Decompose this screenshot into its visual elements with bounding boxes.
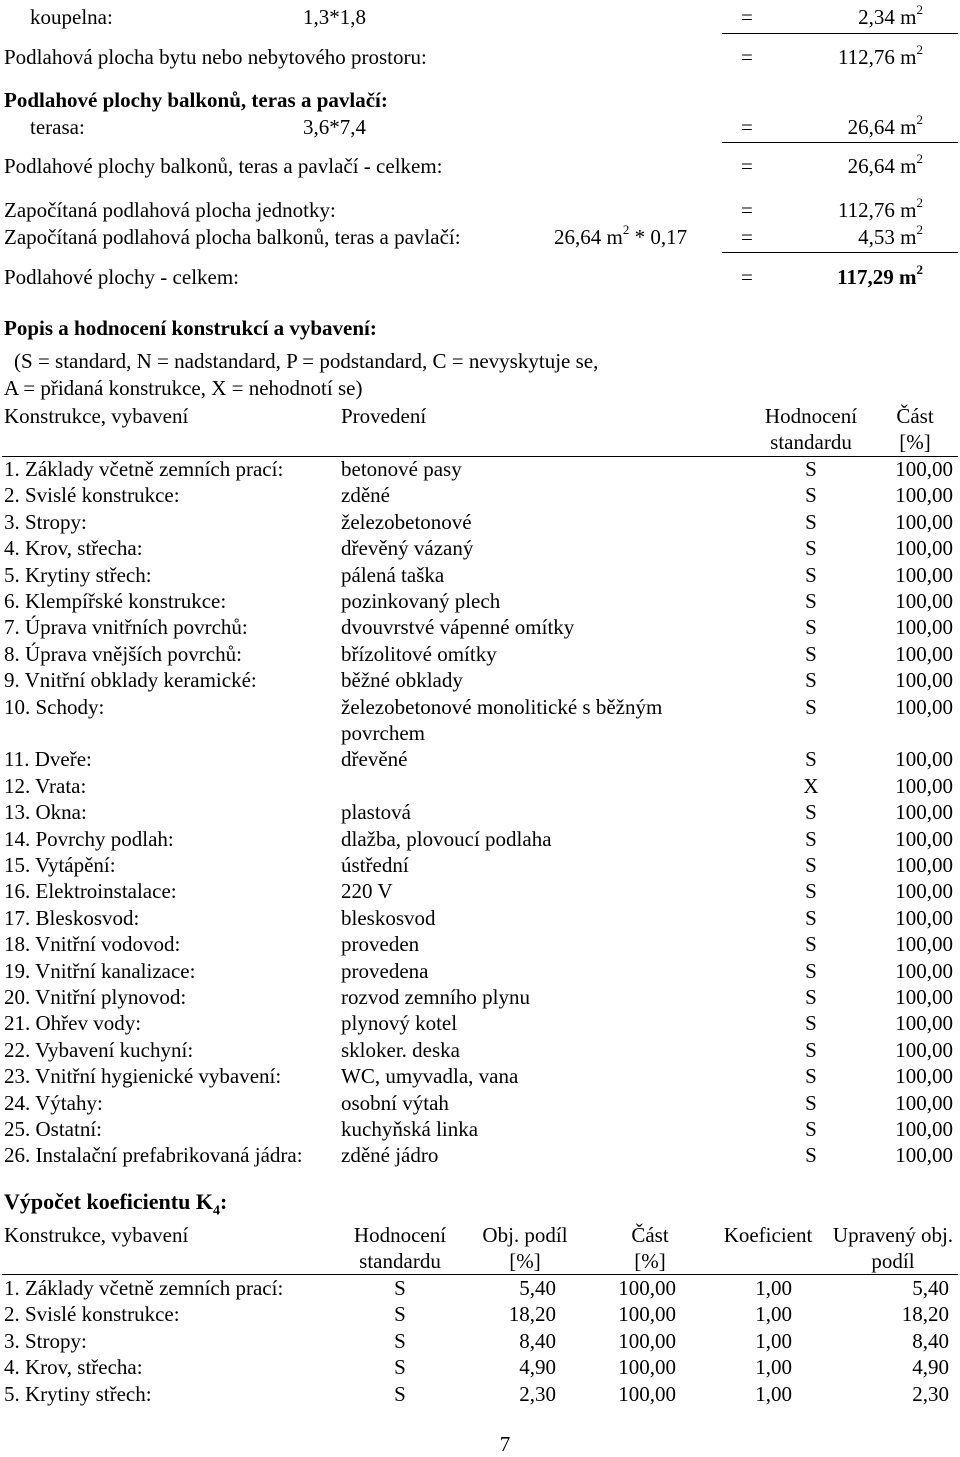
k4-obj-share: 8,40 [519,1328,556,1353]
counted-unit-label: Započítaná podlahová plocha jednotky: [4,198,336,222]
koupelna-value: 2,34 $m^2$ [858,2,923,29]
construction-rating: S [805,958,817,983]
k4-share: 100,00 [618,1276,676,1300]
equals-sign: = [741,45,753,69]
construction-rating: S [805,457,817,481]
construction-share: 100,00 [895,615,953,640]
construction-execution: dřevěné [341,747,408,772]
construction-name: 8. Úprava vnějších povrchů: [4,641,242,666]
construction-share: 100,00 [895,589,953,613]
sum-rule [722,252,958,253]
construction-share: 100,00 [895,826,953,851]
construction-name: 25. Ostatní: [4,1117,102,1141]
construction-share: 100,00 [895,853,953,877]
construction-execution: plastová [341,800,411,825]
k4-share: 100,00 [618,1302,676,1327]
koupelna-formula: 1,3*1,8 [303,5,366,29]
construction-rating: S [805,589,817,613]
construction-name: 20. Vnitřní plynovod: [4,985,187,1009]
construction-share: 100,00 [895,483,953,508]
construction-share: 100,00 [895,1011,953,1036]
construction-execution: provedena [341,958,429,983]
construction-execution: kuchyňská linka [341,1117,479,1141]
k4-obj-share: 4,90 [519,1355,556,1380]
construction-name: 16. Elektroinstalace: [4,879,177,904]
construction-rating: S [805,641,817,666]
equals-sign: = [741,265,753,289]
construction-execution: pozinkovaný plech [341,589,501,613]
k4-rating: S [394,1302,406,1327]
construction-share: 100,00 [895,536,953,561]
construction-rating: S [805,932,817,957]
construction-rating: S [805,985,817,1009]
construction-share: 100,00 [895,905,953,930]
construction-name: 6. Klempířské konstrukce: [4,589,227,613]
column-header-share: Část [%] [896,404,934,454]
construction-rating: S [805,694,817,719]
balcony-heading: Podlahové plochy balkonů, teras a pavlačí: [4,88,388,112]
construction-name: 10. Schody: [4,694,105,719]
construction-share: 100,00 [895,932,953,957]
k4-construction-name: 4. Krov, střecha: [4,1355,143,1380]
construction-name: 13. Okna: [4,800,87,825]
construction-share: 100,00 [895,879,953,904]
floor-area-label: Podlahová plocha bytu nebo nebytového prostoru: [4,45,427,69]
column-header-rating: Hodnocení standardu [764,404,858,454]
column-header-construction: Konstrukce, vybavení [4,404,189,428]
construction-rating: X [803,773,819,798]
construction-rating: S [805,1143,817,1168]
construction-rating: S [805,562,817,587]
k4-adjusted-share: 4,90 [912,1355,949,1380]
construction-execution: rozvod zemního plynu [341,985,530,1009]
construction-name: 7. Úprava vnitřních povrchů: [4,615,248,640]
k4-obj-share: 2,30 [519,1381,556,1406]
construction-name: 14. Povrchy podlah: [4,826,174,851]
construction-name: 22. Vybavení kuchyní: [4,1037,194,1062]
construction-execution: skloker. deska [341,1037,460,1062]
balcony-total-label: Podlahové plochy balkonů, teras a pavlačí - celkem: [4,154,443,178]
k4-rating: S [394,1276,406,1300]
construction-execution: bleskosvod [341,905,436,930]
k4-share: 100,00 [618,1381,676,1406]
construction-name: 3. Stropy: [4,509,87,534]
k4-column-header-rating: Hodnocení standardu [353,1223,447,1273]
construction-name: 4. Krov, střecha: [4,536,143,561]
construction-rating: S [805,668,817,693]
k4-rating: S [394,1381,406,1406]
k4-share: 100,00 [618,1328,676,1353]
construction-name: 23. Vnitřní hygienické vybavení: [4,1064,282,1089]
k4-adjusted-share: 5,40 [912,1276,949,1300]
koupelna-label: koupelna: [30,5,113,29]
construction-name: 17. Bleskosvod: [4,905,140,930]
construction-name: 19. Vnitřní kanalizace: [4,958,196,983]
equals-sign: = [741,225,753,249]
equals-sign: = [741,5,753,29]
construction-share: 100,00 [895,985,953,1009]
k4-rating: S [394,1328,406,1353]
construction-execution: betonové pasy [341,457,462,481]
column-header-execution: Provedení [341,404,427,428]
construction-execution-continued: povrchem [341,721,425,745]
construction-rating: S [805,1117,817,1141]
k4-heading: Výpočet koeficientu $K_4$: [4,1189,228,1219]
k4-share: 100,00 [618,1355,676,1380]
construction-name: 24. Výtahy: [4,1090,103,1115]
k4-column-header-share: Část [%] [631,1223,669,1273]
construction-share: 100,00 [895,958,953,983]
total-label: Podlahové plochy - celkem: [4,265,240,289]
equals-sign: = [741,115,753,139]
balcony-total-value: 26,64 $m^2$ [847,151,923,178]
total-value: 117,29 $m^2$ [837,262,923,289]
sum-rule [722,33,958,34]
equals-sign: = [741,198,753,222]
construction-name: 26. Instalační prefabrikovaná jádra: [4,1143,303,1168]
rating-legend-line-2: A = přidaná konstrukce, X = nehodnotí se) [4,376,363,400]
counted-unit-value: 112,76 $m^2$ [837,195,923,222]
construction-rating: S [805,826,817,851]
construction-execution: proveden [341,932,420,957]
construction-share: 100,00 [895,747,953,772]
k4-obj-share: 5,40 [519,1276,556,1300]
construction-execution: železobetonové monolitické s běžným [341,694,663,719]
construction-share: 100,00 [895,773,953,798]
construction-name: 1. Základy včetně zemních prací: [4,457,284,481]
construction-rating: S [805,536,817,561]
construction-rating: S [805,483,817,508]
k4-column-header-obj-share: Obj. podíl [%] [482,1223,568,1273]
k4-construction-name: 5. Krytiny střech: [4,1381,152,1406]
k4-column-header-construction: Konstrukce, vybavení [4,1223,189,1247]
counted-balcony-label: Započítaná podlahová plocha balkonů, teras a pavlačí: [4,225,461,249]
constructions-heading: Popis a hodnocení konstrukcí a vybavení: [4,316,377,340]
counted-balcony-value: 4,53 $m^2$ [858,222,923,249]
page-number: 7 [499,1432,511,1456]
construction-share: 100,00 [895,641,953,666]
k4-column-header-coefficient: Koeficient [723,1223,813,1247]
k4-column-header-adjusted-share: Upravený obj. podíl [832,1223,954,1273]
construction-share: 100,00 [895,457,953,481]
construction-execution: zděné [341,483,390,508]
construction-share: 100,00 [895,509,953,534]
k4-construction-name: 1. Základy včetně zemních prací: [4,1276,284,1300]
construction-rating: S [805,1090,817,1115]
construction-execution: pálená taška [341,562,445,587]
floor-area-value: 112,76 $m^2$ [837,42,923,69]
construction-rating: S [805,1011,817,1036]
construction-share: 100,00 [895,668,953,693]
construction-rating: S [805,747,817,772]
construction-rating: S [805,1037,817,1062]
k4-coefficient: 1,00 [755,1302,792,1327]
sum-rule [722,142,958,143]
construction-name: 2. Svislé konstrukce: [4,483,180,508]
rating-legend-line-1: (S = standard, N = nadstandard, P = podstandard, C = nevyskytuje se, [14,349,599,373]
construction-name: 21. Ohřev vody: [4,1011,142,1036]
k4-coefficient: 1,00 [755,1381,792,1406]
construction-execution: dřevěný vázaný [341,536,474,561]
construction-share: 100,00 [895,562,953,587]
counted-balcony-formula: 26,64 $m^2 * 0,17$ [554,222,688,249]
construction-name: 15. Vytápění: [4,853,116,877]
k4-construction-name: 3. Stropy: [4,1328,87,1353]
construction-execution: zděné jádro [341,1143,439,1168]
construction-rating: S [805,800,817,825]
construction-rating: S [805,615,817,640]
construction-share: 100,00 [895,1117,953,1141]
construction-share: 100,00 [895,1143,953,1168]
construction-share: 100,00 [895,800,953,825]
construction-execution: dvouvrstvé vápenné omítky [341,615,575,640]
construction-rating: S [805,853,817,877]
construction-execution: dlažba, plovoucí podlaha [341,826,552,851]
terasa-label: terasa: [30,115,85,139]
terasa-formula: 3,6*7,4 [303,115,366,139]
construction-name: 18. Vnitřní vodovod: [4,932,181,957]
construction-execution: ústřední [341,853,409,877]
construction-execution: 220 V [341,879,393,904]
k4-adjusted-share: 8,40 [912,1328,949,1353]
k4-coefficient: 1,00 [755,1276,792,1300]
terasa-value: 26,64 $m^2$ [847,112,923,139]
k4-obj-share: 18,20 [508,1302,556,1327]
construction-execution: plynový kotel [341,1011,458,1036]
construction-rating: S [805,905,817,930]
k4-construction-name: 2. Svislé konstrukce: [4,1302,180,1327]
k4-coefficient: 1,00 [755,1355,792,1380]
construction-execution: železobetonové [341,509,472,534]
construction-share: 100,00 [895,694,953,719]
construction-share: 100,00 [895,1037,953,1062]
k4-coefficient: 1,00 [755,1328,792,1353]
k4-adjusted-share: 2,30 [912,1381,949,1406]
construction-rating: S [805,879,817,904]
construction-execution: běžné obklady [341,668,463,693]
construction-execution: WC, umyvadla, vana [341,1064,519,1089]
construction-share: 100,00 [895,1090,953,1115]
construction-share: 100,00 [895,1064,953,1089]
construction-rating: S [805,1064,817,1089]
k4-adjusted-share: 18,20 [901,1302,949,1327]
equals-sign: = [741,154,753,178]
construction-name: 12. Vrata: [4,773,87,798]
construction-execution: břízolitové omítky [341,641,497,666]
construction-name: 9. Vnitřní obklady keramické: [4,668,257,693]
construction-name: 5. Krytiny střech: [4,562,152,587]
construction-execution: osobní výtah [341,1090,449,1115]
k4-rating: S [394,1355,406,1380]
construction-rating: S [805,509,817,534]
construction-name: 11. Dveře: [4,747,92,772]
